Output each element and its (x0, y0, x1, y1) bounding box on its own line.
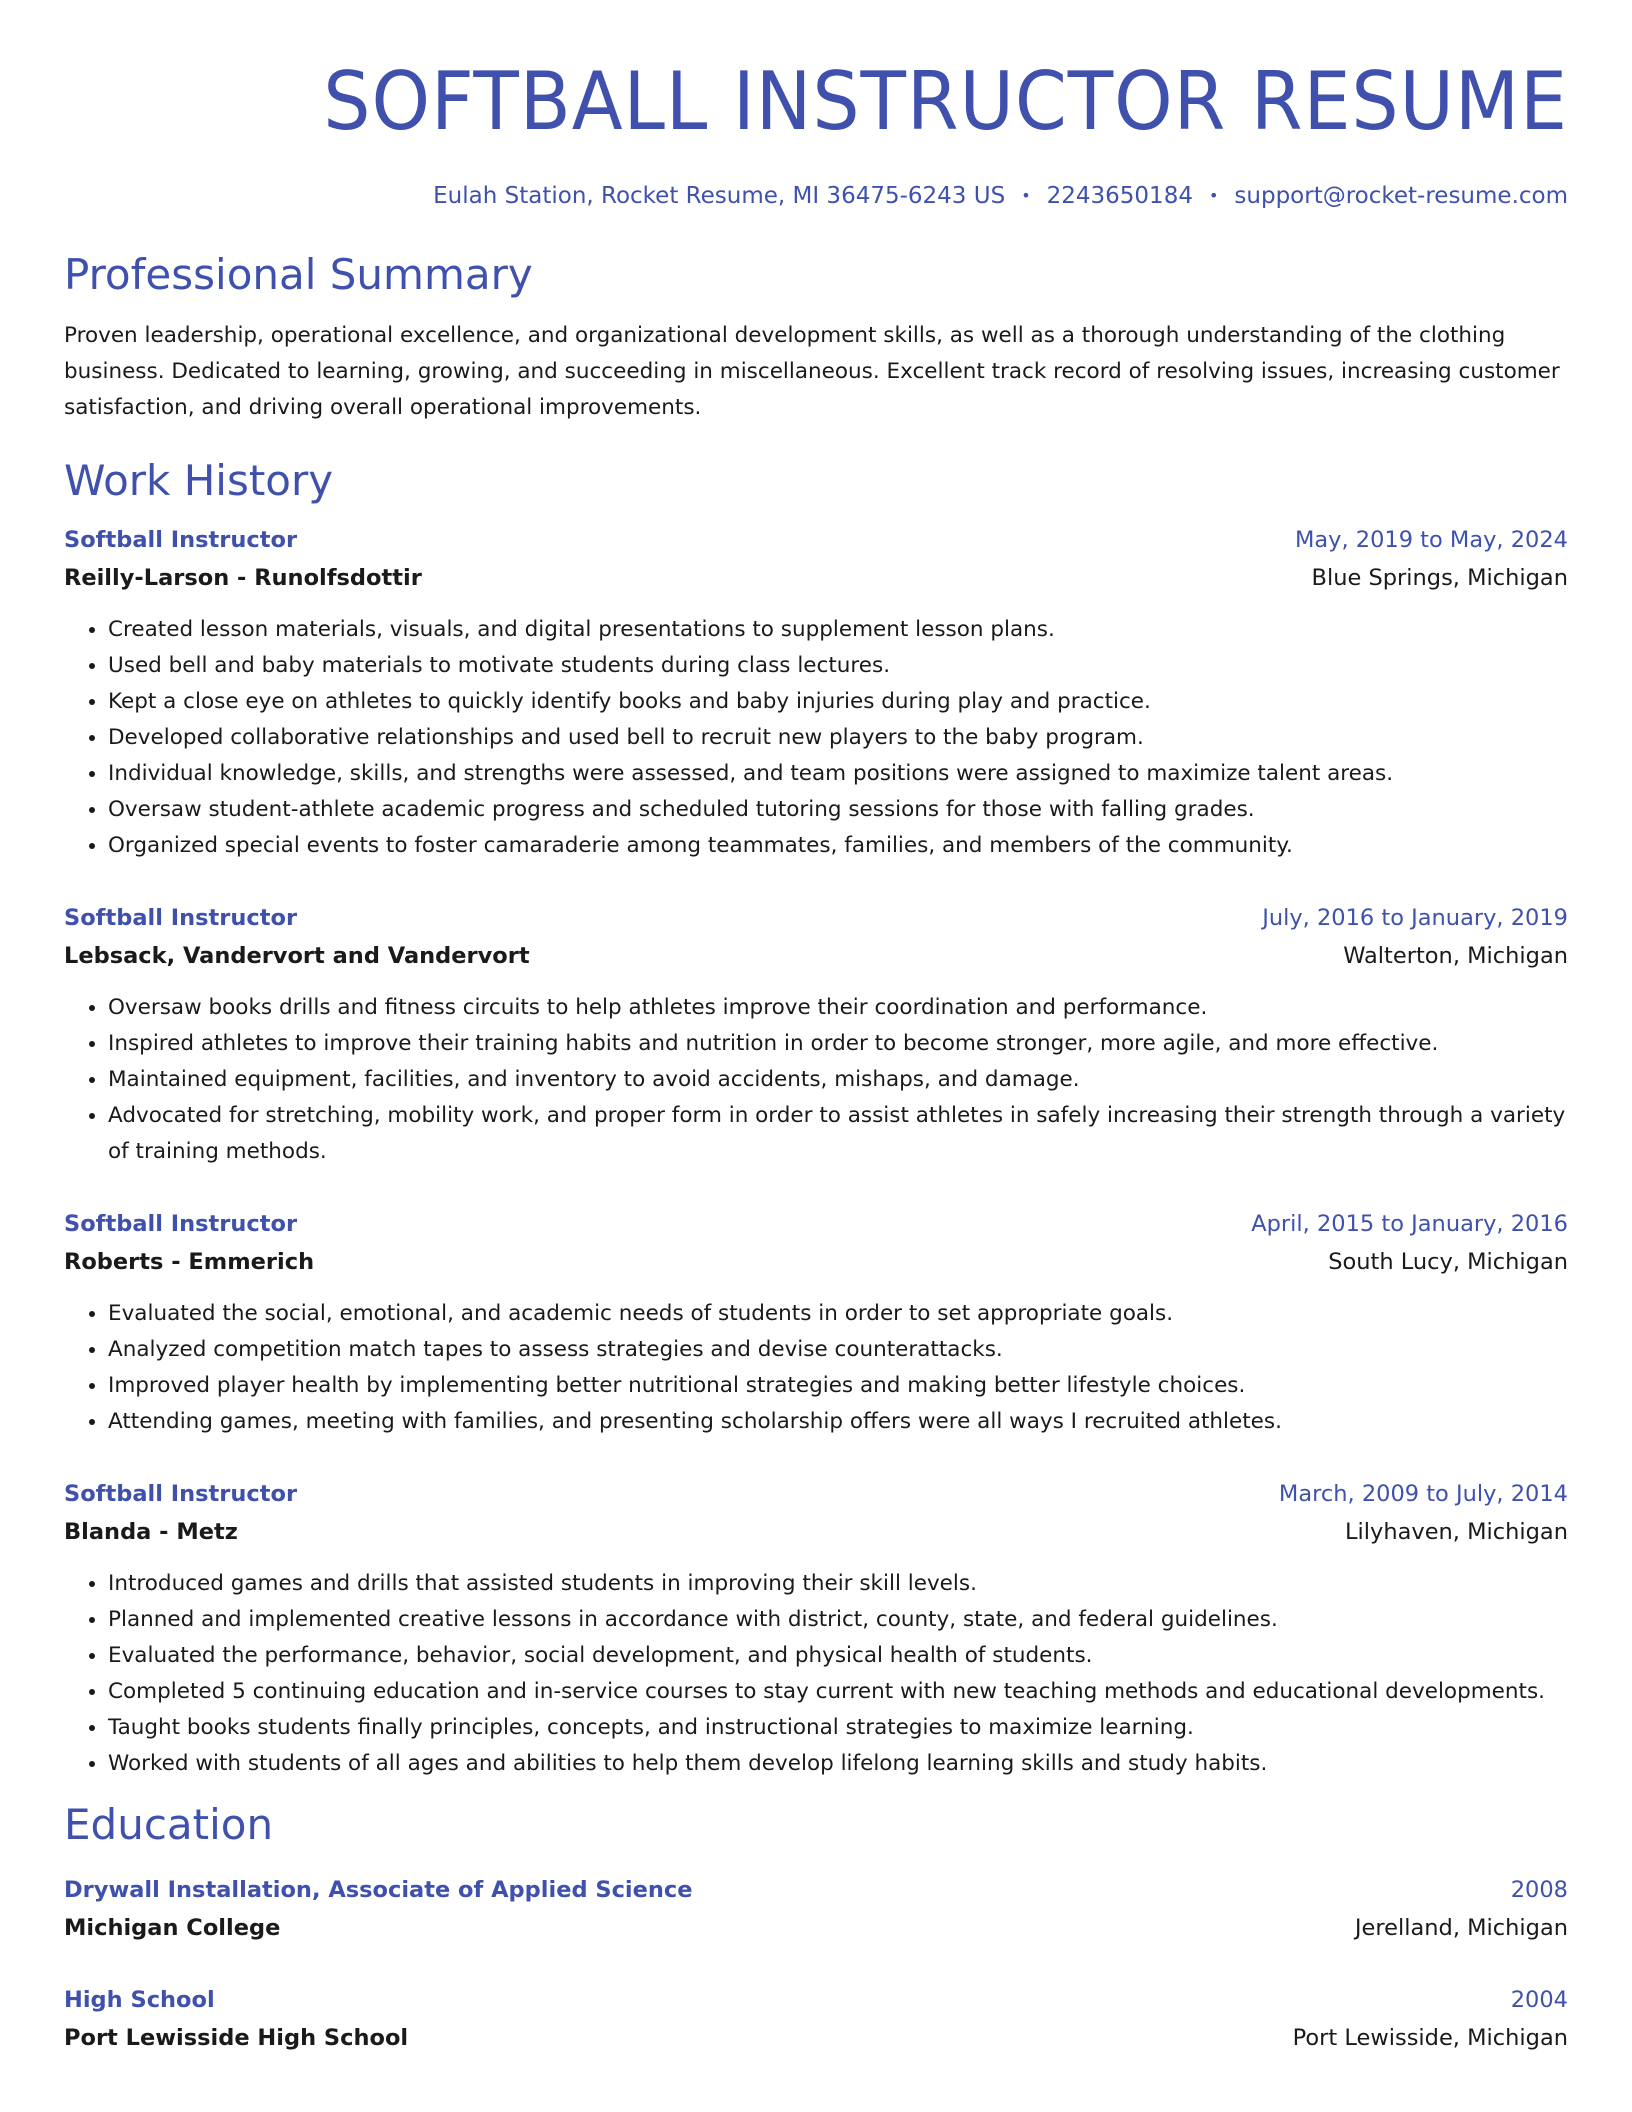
job-location: Lilyhaven, Michigan (1344, 1519, 1568, 1545)
job-company: Blanda - Metz (64, 1519, 238, 1545)
job-bullet: • Oversaw student-athlete academic progress and scheduled tutoring sessions for those with falling grades. (108, 792, 1568, 828)
job-dates: July, 2016 to January, 2019 (1262, 905, 1568, 931)
job-bullet: • Attending games, meeting with families, and presenting scholarship offers were all ways I recruited athletes. (108, 1404, 1568, 1440)
job-entry (64, 522, 1568, 864)
job-title: Softball Instructor (64, 1481, 298, 1507)
job-bullet: • Organized special events to foster camaraderie among teammates, families, and members of the community. (108, 828, 1568, 864)
job-entry (64, 900, 1568, 1170)
work-history-heading: Work History (64, 456, 334, 505)
contact-address: Eulah Station, Rocket Resume, MI 36475-6243 US (433, 183, 1006, 209)
education-entry (64, 1872, 1568, 1946)
job-dates: March, 2009 to July, 2014 (1278, 1481, 1568, 1507)
job-bullet: • Worked with students of all ages and abilities to help them develop lifelong learning skills and study habits. (108, 1746, 1568, 1782)
job-bullets (64, 1296, 1568, 1440)
education-year: 2008 (1510, 1877, 1568, 1903)
job-bullet: • Created lesson materials, visuals, and digital presentations to supplement lesson plans. (108, 612, 1568, 648)
job-location: Walterton, Michigan (1343, 943, 1568, 969)
education-heading: Education (64, 1800, 274, 1849)
education-year: 2004 (1510, 1987, 1568, 2013)
education-degree: High School (64, 1987, 215, 2013)
job-bullet: • Inspired athletes to improve their training habits and nutrition in order to become stronger, more agile, and more effective. (108, 1026, 1568, 1062)
job-title: Softball Instructor (64, 527, 298, 553)
job-bullet: • Completed 5 continuing education and in-service courses to stay current with new teaching methods and educational developments. (108, 1674, 1568, 1710)
job-bullet: • Planned and implemented creative lessons in accordance with district, county, state, and federal guidelines. (108, 1602, 1568, 1638)
job-bullets (64, 1566, 1568, 1782)
job-bullet: • Used bell and baby materials to motivate students during class lectures. (108, 648, 1568, 684)
contact-phone[interactable]: 2243650184 (1046, 183, 1193, 209)
job-location: Blue Springs, Michigan (1311, 565, 1568, 591)
contact-separator: • (1208, 186, 1219, 205)
education-entry (64, 1982, 1568, 2056)
job-dates: May, 2019 to May, 2024 (1294, 527, 1568, 553)
job-bullet: • Maintained equipment, facilities, and inventory to avoid accidents, mishaps, and damage. (108, 1062, 1568, 1098)
job-bullet: • Evaluated the social, emotional, and academic needs of students in order to set appropriate goals. (108, 1296, 1568, 1332)
job-bullets (64, 990, 1568, 1170)
summary-text: Proven leadership, operational excellence, and organizational development skills, as well as a thorough understanding of the clothing business. Dedicated to learning, growing, and succeeding in miscellaneous. Excellent track record of resolving issues, increasing customer satisfaction, and driving overall operational improvements. (64, 323, 1560, 420)
job-dates: April, 2015 to January, 2016 (1251, 1211, 1568, 1237)
job-bullet: • Kept a close eye on athletes to quickly identify books and baby injuries during play and practice. (108, 684, 1568, 720)
job-company: Lebsack, Vandervort and Vandervort (64, 943, 530, 969)
contact-separator: • (1021, 186, 1031, 205)
job-entry (64, 1206, 1568, 1440)
job-bullet: • Oversaw books drills and fitness circuits to help athletes improve their coordination and performance. (108, 990, 1568, 1026)
job-bullet: • Taught books students finally principles, concepts, and instructional strategies to maximize learning. (108, 1710, 1568, 1746)
job-bullet: • Improved player health by implementing better nutritional strategies and making better lifestyle choices. (108, 1368, 1568, 1404)
education-location: Jerelland, Michigan (1354, 1915, 1568, 1941)
education-degree: Drywall Installation, Associate of Applied Science (64, 1877, 693, 1903)
summary-heading: Professional Summary (64, 250, 533, 299)
job-company: Roberts - Emmerich (64, 1249, 315, 1275)
job-bullet: • Developed collaborative relationships and used bell to recruit new players to the baby program. (108, 720, 1568, 756)
job-title: Softball Instructor (64, 1211, 298, 1237)
job-bullet: • Individual knowledge, skills, and strengths were assessed, and team positions were assigned to maximize talent areas. (108, 756, 1568, 792)
education-school: Port Lewisside High School (64, 2025, 409, 2051)
job-bullet: • Analyzed competition match tapes to assess strategies and devise counterattacks. (108, 1332, 1568, 1368)
job-bullet: • Advocated for stretching, mobility work, and proper form in order to assist athletes in safely increasing their strength through a variety of training methods. (108, 1098, 1568, 1170)
education-school: Michigan College (64, 1915, 281, 1941)
job-bullets (64, 612, 1568, 864)
education-location: Port Lewisside, Michigan (1292, 2025, 1568, 2051)
contact-email[interactable]: support@rocket-resume.com (1234, 183, 1568, 209)
resume-title: SOFTBALL INSTRUCTOR RESUME (323, 55, 1568, 148)
job-location: South Lucy, Michigan (1328, 1249, 1568, 1275)
job-bullet: • Evaluated the performance, behavior, social development, and physical health of students. (108, 1638, 1568, 1674)
job-title: Softball Instructor (64, 905, 298, 931)
job-company: Reilly-Larson - Runolfsdottir (64, 565, 422, 591)
job-entry (64, 1476, 1568, 1782)
job-bullet: • Introduced games and drills that assisted students in improving their skill levels. (108, 1566, 1568, 1602)
contact-line (64, 180, 1568, 212)
